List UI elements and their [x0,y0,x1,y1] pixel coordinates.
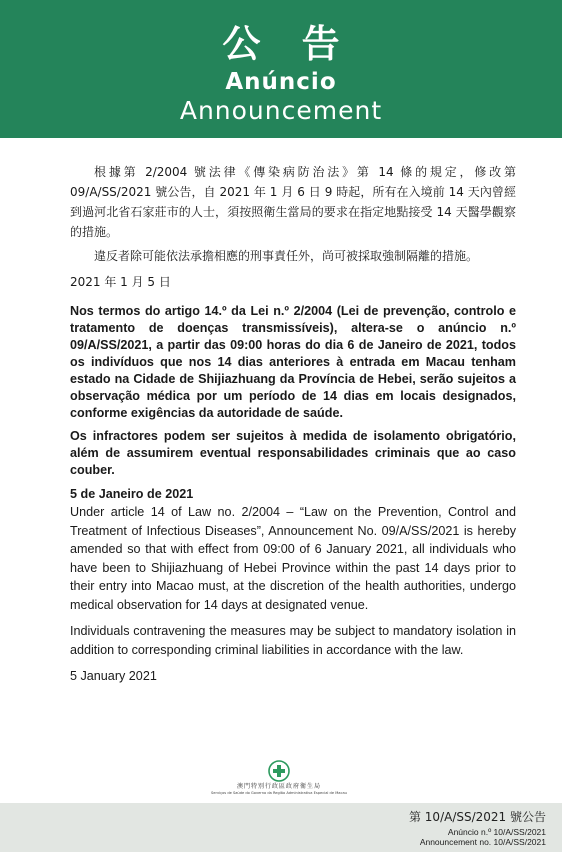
english-section [70,503,516,686]
chinese-date: 2021 年 1 月 5 日 [70,275,171,289]
logo-name-portuguese: Serviços de Saúde do Governo da Região Administrativa Especial de Macau [211,791,347,795]
title-english: Announcement [179,96,383,125]
chinese-paragraph-2: 違反者除可能依法承擔相應的刑事責任外，尚可被採取強制隔離的措施。 [94,249,479,263]
announcement-footer [0,803,562,852]
announcement-header [0,0,562,138]
english-paragraph-2: Individuals contravening the measures may be subject to mandatory isolation in addition to corresponding criminal liabilities in accordance with the law. [70,624,516,657]
title-portuguese: Anúncio [225,69,337,95]
portuguese-paragraph-1: Nos termos do artigo 14.º da Lei n.º 2/2004 (Lei de prevenção, controlo e tratamento de doenças transmissíveis), altera-se o anúncio n.º 09/A/SS/2021, a partir das 09:00 horas do dia 6 de Janeiro de 2021, todos os indivíduos que nos 14 dias anteriores à entrada em Macau tenham estado na Cidade de Shijiazhuang da Província de Hebei, serão sujeitos a observação médica por um período de 14 dias em locais designados, conforme exigências da autoridade de saúde. [70,304,516,420]
english-date: 5 January 2021 [70,669,157,683]
health-bureau-emblem-icon [268,760,290,782]
chinese-section [70,162,516,292]
portuguese-date: 5 de Janeiro de 2021 [70,487,194,501]
reference-portuguese: Anúncio n.º 10/A/SS/2021 [447,827,546,837]
reference-english: Announcement no. 10/A/SS/2021 [419,837,546,847]
portuguese-paragraph-2: Os infractores podem ser sujeitos à medida de isolamento obrigatório, além de assumirem eventual responsabilidades criminais que ao caso couber. [70,429,516,477]
health-bureau-logo [204,760,354,800]
logo-name-chinese: 澳門特別行政區政府衛生局 [236,783,321,790]
title-chinese: 公 告 [222,22,354,66]
reference-chinese: 第 10/A/SS/2021 號公告 [408,810,546,824]
chinese-paragraph-1: 根據第 2/2004 號法律《傳染病防治法》第 14 條的規定，修改第 09/A/SS/2021 號公告，自 2021 年 1 月 6 日 9 時起，所有在入境前 14 天內曾經到過河北省石家莊市的人士，須按照衛生當局的要求在指定地點接受 14 天醫學觀察的措施。 [70,165,516,239]
portuguese-section [70,303,516,503]
english-paragraph-1: Under article 14 of Law no. 2/2004 – “Law on the Prevention, Control and Treatment of Infectious Diseases”, Announcement No. 09/A/SS/2021 is hereby amended so that with effect from 09:00 of 6 January 2021, all individuals who have been to Shijiazhuang of Hebei Province within the past 14 days prior to their entry into Macao must, at the discretion of the health authorities, undergo medical observation for 14 days at designated venue. [70,505,516,612]
